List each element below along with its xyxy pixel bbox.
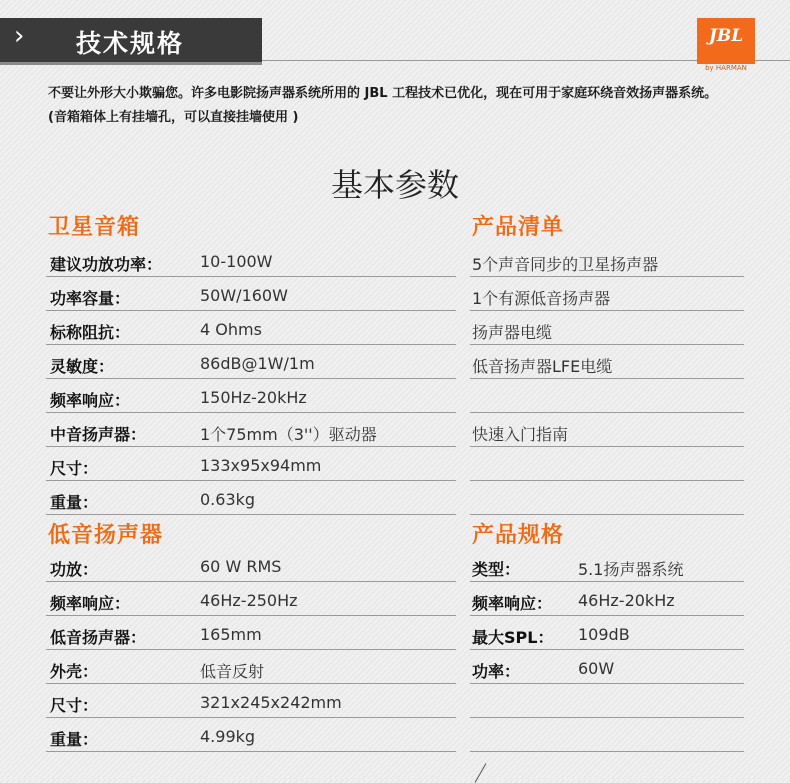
spec-label: 频率响应： (50, 594, 131, 613)
logo-text: JBL (708, 26, 744, 46)
spec-value: 扬声器电缆 (472, 323, 553, 342)
table-row (470, 414, 744, 447)
spec-value: 1个有源低音扬声器 (472, 289, 611, 308)
spec-value: 快速入门指南 (472, 425, 569, 444)
table-row (470, 583, 744, 616)
spec-value: 46Hz-20kHz (578, 591, 675, 610)
table-row (46, 719, 456, 752)
spec-value: 低音扬声器LFE电缆 (472, 357, 613, 376)
spec-value: 165mm (200, 625, 262, 644)
package-heading: 产品清单 (472, 215, 565, 240)
table-row (470, 244, 744, 277)
decorative-stroke (475, 763, 487, 783)
table-row (470, 549, 744, 582)
table-row (470, 312, 744, 345)
spec-value: 46Hz-250Hz (200, 591, 298, 610)
spec-label: 低音扬声器： (50, 628, 147, 647)
table-row (46, 414, 456, 447)
spec-value: 4.99kg (200, 727, 256, 746)
page-title: 技术规格 (76, 29, 185, 58)
table-row (46, 278, 456, 311)
spec-value: 133x95x94mm (200, 456, 322, 475)
table-row (46, 482, 456, 515)
table-row (46, 617, 456, 650)
spec-label: 类型： (472, 560, 521, 579)
spec-label: 重量： (50, 730, 99, 749)
spec-label: 中音扬声器： (50, 425, 147, 444)
table-row (46, 685, 456, 718)
spec-value: 150Hz-20kHz (200, 388, 307, 407)
table-row (46, 312, 456, 345)
chevron-right-icon: › (14, 21, 25, 51)
table-row (46, 346, 456, 379)
spec-label: 外壳： (50, 662, 99, 681)
table-row (470, 448, 744, 481)
table-row (46, 651, 456, 684)
spec-value: 4 Ohms (200, 320, 262, 339)
spec-value: 321x245x242mm (200, 693, 342, 712)
spec-label: 尺寸： (50, 459, 99, 478)
table-row (46, 380, 456, 413)
spec-label: 功率： (472, 662, 521, 681)
spec-value: 低音反射 (200, 662, 265, 681)
table-row (470, 685, 744, 718)
spec-label: 频率响应： (472, 594, 553, 613)
spec-value: 10-100W (200, 252, 273, 271)
table-row (46, 244, 456, 277)
spec-value: 0.63kg (200, 490, 256, 509)
table-row (46, 448, 456, 481)
spec-value: 5.1扬声器系统 (578, 560, 684, 579)
table-row (46, 549, 456, 582)
spec-label: 功率容量： (50, 289, 131, 308)
spec-label: 功放： (50, 560, 99, 579)
table-row (470, 651, 744, 684)
spec-label: 频率响应： (50, 391, 131, 410)
subwoofer-heading: 低音扬声器 (48, 523, 164, 548)
jbl-logo (697, 18, 755, 64)
section-title: 基本参数 (330, 166, 459, 204)
table-row (470, 380, 744, 413)
satellite-heading: 卫星音箱 (48, 215, 141, 240)
table-row (46, 583, 456, 616)
spec-label: 标称阻抗： (50, 323, 131, 342)
intro-text: 不要让外形大小欺骗您。许多电影院扬声器系统所用的 JBL 工程技术已优化，现在可用于家庭环绕音效扬声器系统。(音箱箱体上有挂墙孔，可以直接挂墙使用 ) (48, 86, 718, 125)
spec-value: 5个声音同步的卫星扬声器 (472, 255, 659, 274)
table-row (470, 346, 744, 379)
spec-label: 灵敏度： (50, 357, 115, 376)
product-spec-heading: 产品规格 (472, 523, 565, 548)
spec-value: 1个75mm（3''）驱动器 (200, 425, 377, 444)
spec-value: 60W (578, 659, 615, 678)
table-row (470, 719, 744, 752)
table-row (470, 482, 744, 515)
spec-label: 最大SPL： (472, 628, 554, 647)
spec-value: 86dB@1W/1m (200, 354, 315, 373)
spec-label: 重量： (50, 493, 99, 512)
logo-subtext: by HARMAN (705, 64, 747, 72)
spec-label: 尺寸： (50, 696, 99, 715)
table-row (470, 617, 744, 650)
table-row (470, 278, 744, 311)
header-bar (0, 18, 262, 65)
spec-value: 50W/160W (200, 286, 288, 305)
spec-value: 109dB (578, 625, 630, 644)
spec-value: 60 W RMS (200, 557, 282, 576)
spec-label: 建议功放功率： (50, 255, 163, 274)
